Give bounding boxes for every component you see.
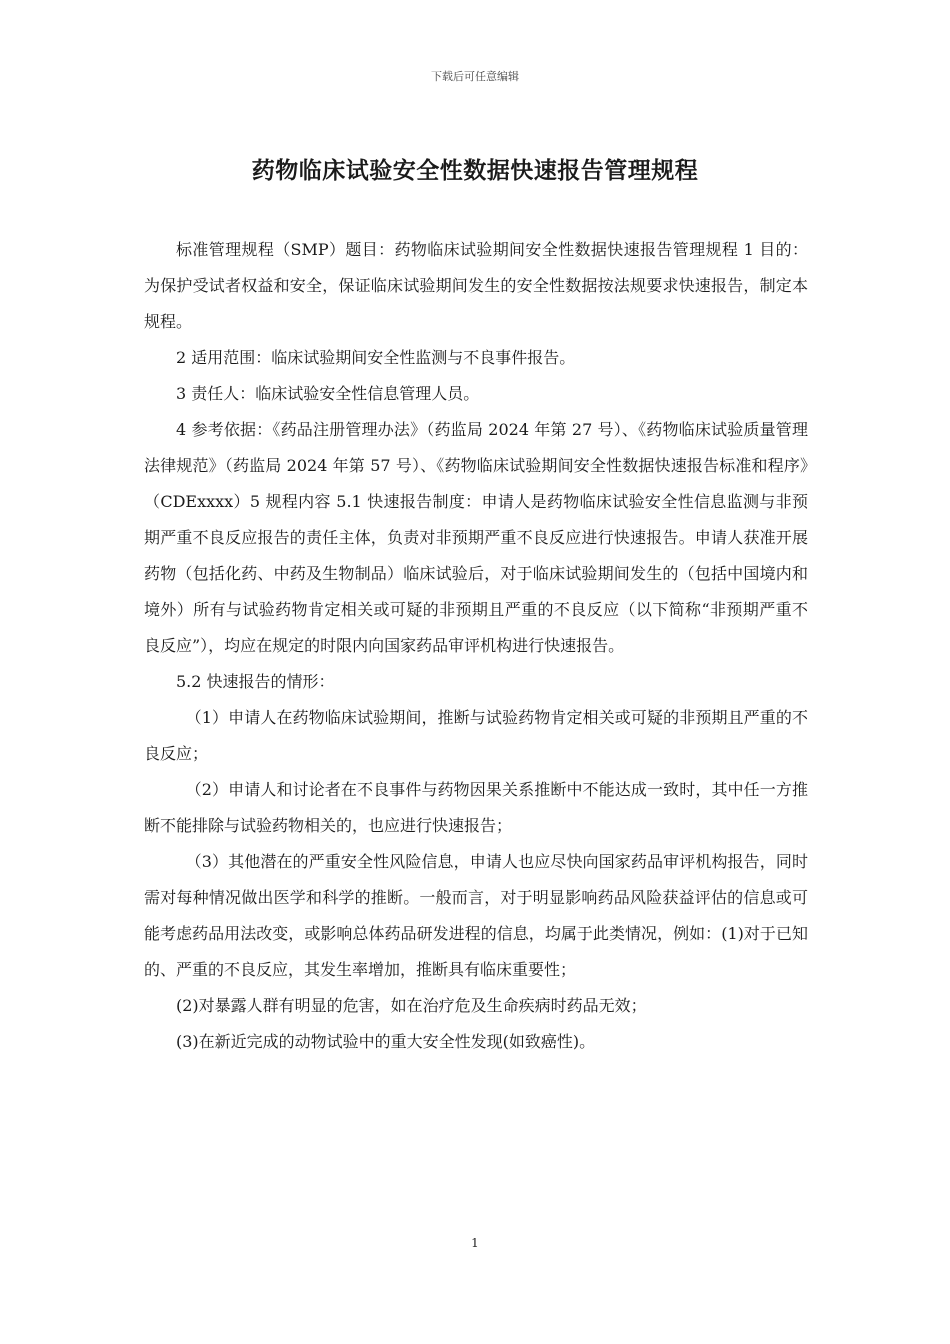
paragraph-intro: 标准管理规程（SMP）题目：药物临床试验期间安全性数据快速报告管理规程 1 目的：为保护受试者权益和安全，保证临床试验期间发生的安全性数据按法规要求快速报告，制定本规程。 <box>144 240 808 331</box>
page-number: 1 <box>471 1236 479 1250</box>
list-item-situation-1: （1）申请人在药物临床试验期间，推断与试验药物肯定相关或可疑的非预期且严重的不良反应； <box>144 708 808 763</box>
list-item-example-2: (2)对暴露人群有明显的危害，如在治疗危及生命疾病时药品无效； <box>176 996 647 1015</box>
paragraph-scope: 2 适用范围：临床试验期间安全性监测与不良事件报告。 <box>176 348 576 367</box>
list-item-situation-3: （3）其他潜在的严重安全性风险信息，申请人也应尽快向国家药品审评机构报告，同时需对每种情况做出医学和科学的推断。一般而言，对于明显影响药品风险获益评估的信息或可能考虑药品用法改变，或影响总体药品研发进程的信息，均属于此类情况，例如：(1)对于已知的、严重的不良反应，其发生率增加，推断具有临床重要性； <box>144 852 808 979</box>
list-item-example-3: (3)在新近完成的动物试验中的重大安全性发现(如致癌性)。 <box>176 1032 596 1051</box>
header-note: 下载后可任意编辑 <box>431 70 519 83</box>
paragraph-references: 4 参考依据：《药品注册管理办法》（药监局 2024 年第 27 号）、《药物临床试验质量管理法律规范》（药监局 2024 年第 57 号）、《药物临床试验期间安全性数据快速报告标准和程序》（CDExxxx）5 规程内容 5.1 快速报告制度：申请人是药物临床试验安全性信息监测与非预期严重不良反应报告的责任主体，负责对非预期严重不良反应进行快速报告。申请人获准开展药物（包括化药、中药及生物制品）临床试验后，对于临床试验期间发生的（包括中国境内和境外）所有与试验药物肯定相关或可疑的非预期且严重的不良反应（以下简称“非预期严重不良反应”），均应在规定的时限内向国家药品审评机构进行快速报告。 <box>144 420 808 655</box>
document-body <box>144 232 808 1060</box>
document-title: 药物临床试验安全性数据快速报告管理规程 <box>251 157 699 184</box>
paragraph-situations-heading: 5.2 快速报告的情形： <box>176 672 335 691</box>
list-item-situation-2: （2）申请人和讨论者在不良事件与药物因果关系推断中不能达成一致时，其中任一方推断不能排除与试验药物相关的，也应进行快速报告； <box>144 780 808 835</box>
paragraph-responsible: 3 责任人：临床试验安全性信息管理人员。 <box>176 384 480 403</box>
